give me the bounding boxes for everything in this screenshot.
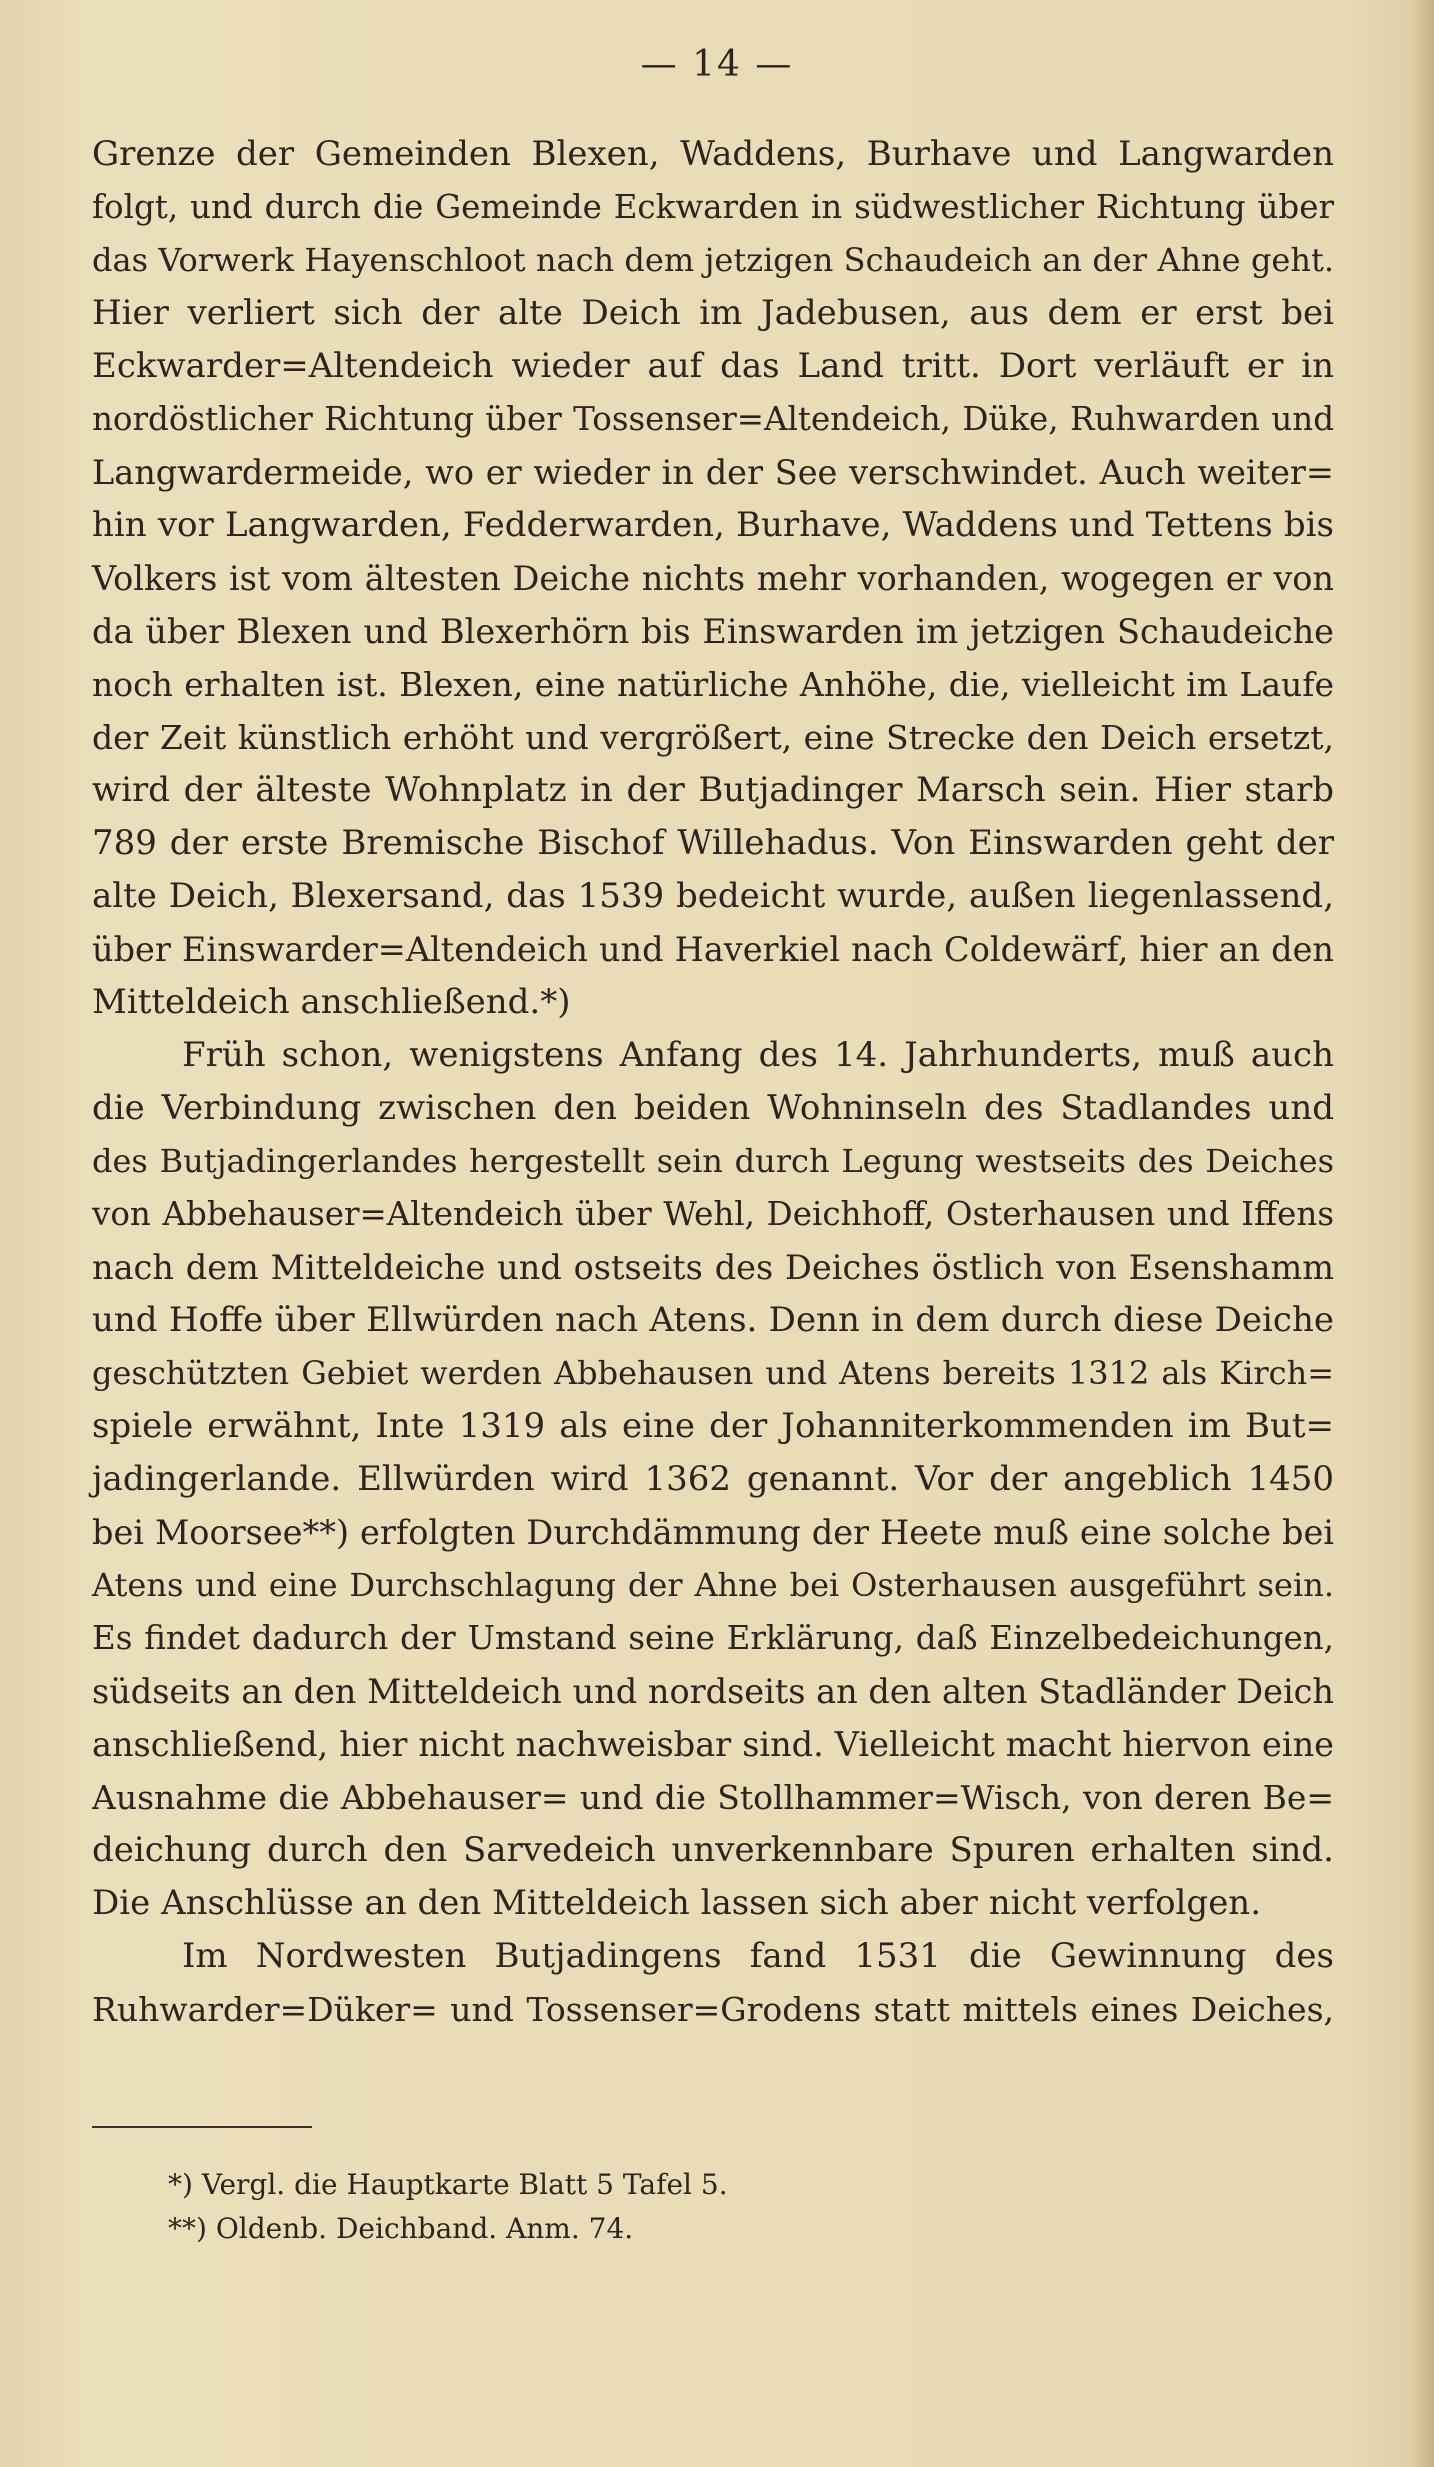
page-edge-shadow <box>1412 0 1434 2467</box>
text-line: geschützten Gebiet werden Abbehausen und Atens bereits 1312 als Kirch= <box>92 1354 1334 1392</box>
text-line: da über Blexen und Blexerhörn bis Einswarden im jetzigen Schaudeiche <box>92 612 1334 651</box>
text-line: die Verbindung zwischen den beiden Wohninseln des Stadlandes und <box>92 1088 1334 1128</box>
text-line: noch erhalten ist. Blexen, eine natürliche Anhöhe, die, vielleicht im Laufe <box>92 665 1334 704</box>
paragraph-1 <box>92 128 1334 1029</box>
text-line: bei Moorsee**) erfolgten Durchdämmung der Heete muß eine solche bei <box>92 1513 1334 1552</box>
text-line: über Einswarder=Altendeich und Haverkiel nach Coldewärf, hier an den <box>92 930 1334 969</box>
text-line: folgt, und durch die Gemeinde Eckwarden in südwestlicher Richtung über <box>92 188 1334 226</box>
text-line: Früh schon, wenigstens Anfang des 14. Jahrhunderts, muß auch <box>182 1035 1334 1075</box>
text-line: Es findet dadurch der Umstand seine Erklärung, daß Einzelbedeichungen, <box>92 1619 1334 1657</box>
text-line: südseits an den Mitteldeich und nordseits an den alten Stadländer Deich <box>92 1672 1334 1711</box>
text-line: hin vor Langwarden, Fedderwarden, Burhave, Waddens und Tettens bis <box>92 505 1334 545</box>
text-line: Langwardermeide, wo er wieder in der See verschwindet. Auch weiter= <box>92 453 1334 492</box>
text-line: alte Deich, Blexersand, das 1539 bedeicht wurde, außen liegenlassend, <box>92 876 1334 916</box>
text-line: nach dem Mitteldeiche und ostseits des Deiches östlich von Esenshamm <box>92 1248 1334 1287</box>
footnote-2: **) Oldenb. Deichband. Anm. 74. <box>168 2212 634 2245</box>
text-line: Volkers ist vom ältesten Deiche nichts mehr vorhanden, wogegen er von <box>92 559 1334 598</box>
text-line: Hier verliert sich der alte Deich im Jadebusen, aus dem er erst bei <box>92 293 1334 333</box>
page-number: — 14 — <box>640 44 794 85</box>
text-line: 789 der erste Bremische Bischof Willehadus. Von Einswarden geht der <box>92 823 1334 863</box>
text-line: jadingerlande. Ellwürden wird 1362 genannt. Vor der angeblich 1450 <box>92 1459 1334 1499</box>
text-line: Atens und eine Durchschlagung der Ahne bei Osterhausen ausgeführt sein. <box>92 1566 1334 1604</box>
body-text <box>92 128 1334 2036</box>
text-line: deichung durch den Sarvedeich unverkennbare Spuren erhalten sind. <box>92 1830 1334 1870</box>
text-line: Die Anschlüsse an den Mitteldeich lassen sich aber nicht verfolgen. <box>92 1883 1262 1923</box>
text-line: Mitteldeich anschließend.*) <box>92 982 571 1022</box>
text-line: der Zeit künstlich erhöht und vergrößert, eine Strecke den Deich ersetzt, <box>92 718 1334 757</box>
paragraph-3 <box>92 1930 1334 2036</box>
text-line: spiele erwähnt, Inte 1319 als eine der Johanniterkommenden im But= <box>92 1406 1334 1446</box>
text-line: anschließend, hier nicht nachweisbar sind. Vielleicht macht hiervon eine <box>92 1725 1334 1764</box>
paragraph-2 <box>92 1029 1334 1930</box>
text-line: das Vorwerk Hayenschloot nach dem jetzigen Schaudeich an der Ahne geht. <box>92 241 1334 279</box>
text-line: Ruhwarder=Düker= und Tossenser=Grodens statt mittels eines Deiches, <box>92 1990 1334 2029</box>
text-line: nordöstlicher Richtung über Tossenser=Altendeich, Düke, Ruhwarden und <box>92 400 1334 438</box>
text-line: und Hoffe über Ellwürden nach Atens. Denn in dem durch diese Deiche <box>92 1300 1334 1340</box>
footnotes <box>168 2163 1268 2251</box>
text-line: von Abbehauser=Altendeich über Wehl, Deichhoff, Osterhausen und Iffens <box>92 1195 1334 1233</box>
text-line: Ausnahme die Abbehauser= und die Stollhammer=Wisch, von deren Be= <box>92 1778 1334 1817</box>
text-line: wird der älteste Wohnplatz in der Butjadinger Marsch sein. Hier starb <box>92 770 1334 810</box>
text-line: Eckwarder=Altendeich wieder auf das Land tritt. Dort verläuft er in <box>92 346 1334 386</box>
text-line: des Butjadingerlandes hergestellt sein durch Legung westseits des Deiches <box>92 1142 1334 1180</box>
footnote-1: *) Vergl. die Hauptkarte Blatt 5 Tafel 5. <box>168 2168 728 2201</box>
footnote-rule <box>92 2126 312 2128</box>
text-line: Im Nordwesten Butjadingens fand 1531 die Gewinnung des <box>182 1936 1334 1976</box>
text-line: Grenze der Gemeinden Blexen, Waddens, Burhave und Langwarden <box>92 134 1334 174</box>
